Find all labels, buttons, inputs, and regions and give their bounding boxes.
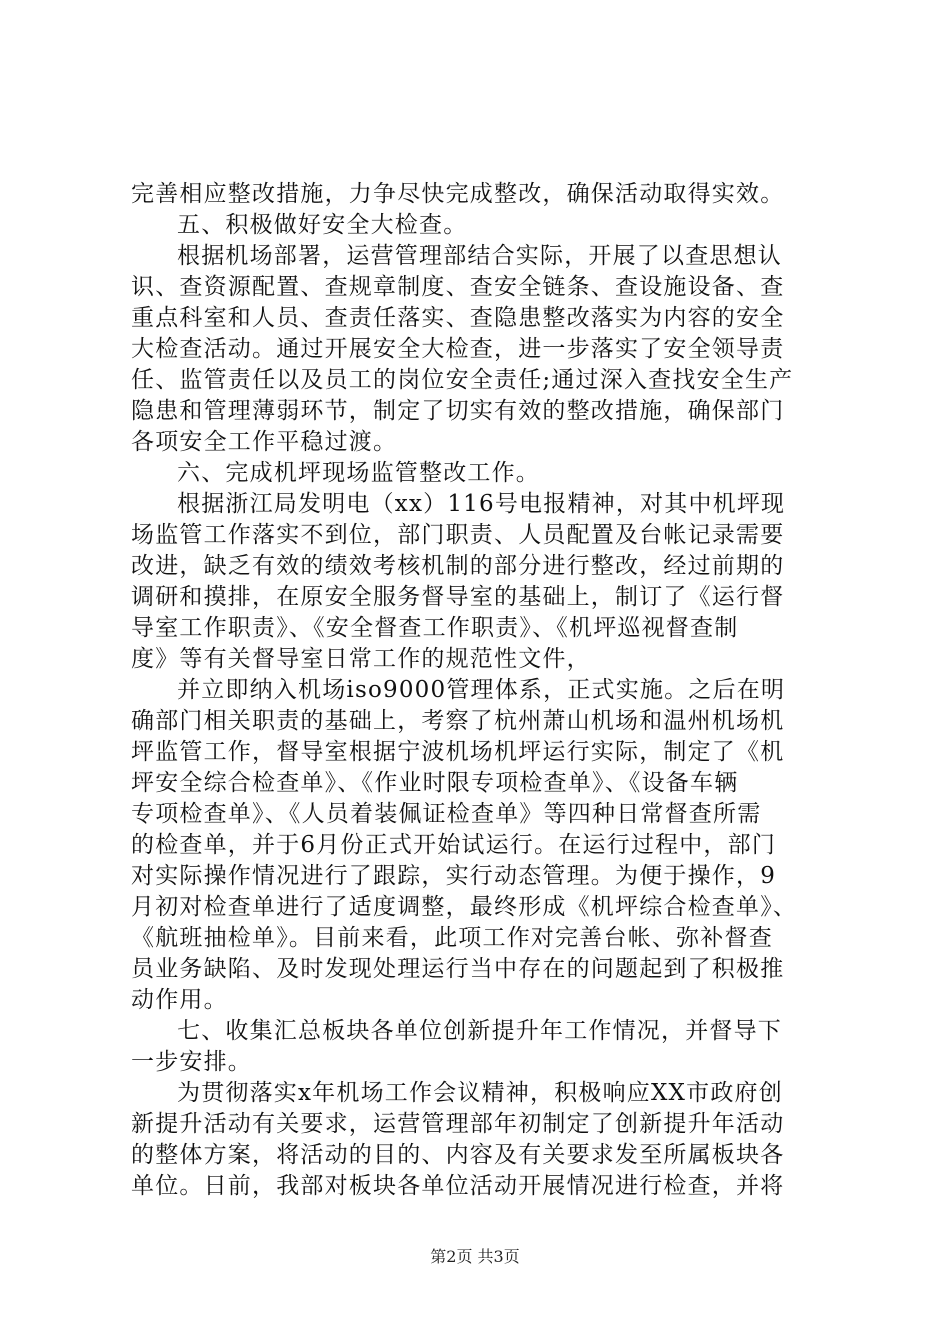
section-heading: 六、完成机坪现场监管整改工作。	[177, 460, 540, 486]
paragraph-line: 确部门相关职责的基础上，考察了杭州萧山机场和温州机场机	[131, 708, 785, 734]
paragraph-line: 的检查单，并于6月份正式开始试运行。在运行过程中，部门	[131, 832, 777, 858]
paragraph-line: 改进，缺乏有效的绩效考核机制的部分进行整改，经过前期的	[131, 553, 785, 579]
paragraph-line: 为贯彻落实x年机场工作会议精神，积极响应XX市政府创	[177, 1080, 783, 1106]
paragraph-line: 单位。日前，我部对板块各单位活动开展情况进行检查，并将	[131, 1173, 785, 1199]
paragraph-line: 月初对检查单进行了适度调整，最终形成《机坪综合检查单》、	[131, 894, 798, 920]
paragraph-line: 任、监管责任以及员工的岗位安全责任;通过深入查找安全生产	[131, 367, 794, 393]
paragraph-line: 员业务缺陷、及时发现处理运行当中存在的问题起到了积极推	[131, 956, 785, 982]
paragraph-line: 重点科室和人员、查责任落实、查隐患整改落实为内容的安全	[131, 305, 785, 331]
paragraph-line: 各项安全工作平稳过渡。	[131, 429, 398, 455]
paragraph-line: 根据机场部署，运营管理部结合实际，开展了以查思想认	[177, 243, 782, 269]
section-heading: 一步安排。	[131, 1049, 252, 1075]
paragraph-line: 坪安全综合检查单》、《作业时限专项检查单》、《设备车辆	[131, 770, 739, 796]
paragraph-line: 大检查活动。通过开展安全大检查，进一步落实了安全领导责	[131, 336, 785, 362]
page-number-footer: 第2页 共3页	[430, 1247, 520, 1266]
section-heading: 七、收集汇总板块各单位创新提升年工作情况，并督导下	[177, 1018, 782, 1044]
paragraph-line: 场监管工作落实不到位，部门职责、人员配置及台帐记录需要	[131, 522, 785, 548]
paragraph-line: 《航班抽检单》。目前来看，此项工作对完善台帐、弥补督查	[131, 925, 773, 951]
paragraph-line: 根据浙江局发明电（xx）116号电报精神，对其中机坪现	[177, 491, 786, 517]
section-heading: 五、积极做好安全大检查。	[177, 212, 468, 238]
paragraph-line: 动作用。	[131, 987, 228, 1013]
paragraph-line: 调研和摸排，在原安全服务督导室的基础上，制订了《运行督	[131, 584, 785, 610]
paragraph-line: 识、查资源配置、查规章制度、查安全链条、查设施设备、查	[131, 274, 785, 300]
paragraph-line: 完善相应整改措施，力争尽快完成整改，确保活动取得实效。	[131, 181, 785, 207]
paragraph-line: 并立即纳入机场iso9000管理体系，正式实施。之后在明	[177, 677, 786, 703]
paragraph-line: 隐患和管理薄弱环节，制定了切实有效的整改措施，确保部门	[131, 398, 785, 424]
paragraph-line: 专项检查单》、《人员着装佩证检查单》等四种日常督查所需	[131, 801, 762, 827]
paragraph-line: 新提升活动有关要求，运营管理部年初制定了创新提升年活动	[131, 1111, 785, 1137]
paragraph-line: 的整体方案，将活动的目的、内容及有关要求发至所属板块各	[131, 1142, 785, 1168]
paragraph-line: 对实际操作情况进行了跟踪，实行动态管理。为便于操作，9	[131, 863, 777, 889]
paragraph-line: 度》等有关督导室日常工作的规范性文件，	[131, 646, 591, 672]
paragraph-line: 坪监管工作，督导室根据宁波机场机坪运行实际，制定了《机	[131, 739, 785, 765]
paragraph-line: 导室工作职责》、《安全督查工作职责》、《机坪巡视督查制	[131, 615, 739, 641]
